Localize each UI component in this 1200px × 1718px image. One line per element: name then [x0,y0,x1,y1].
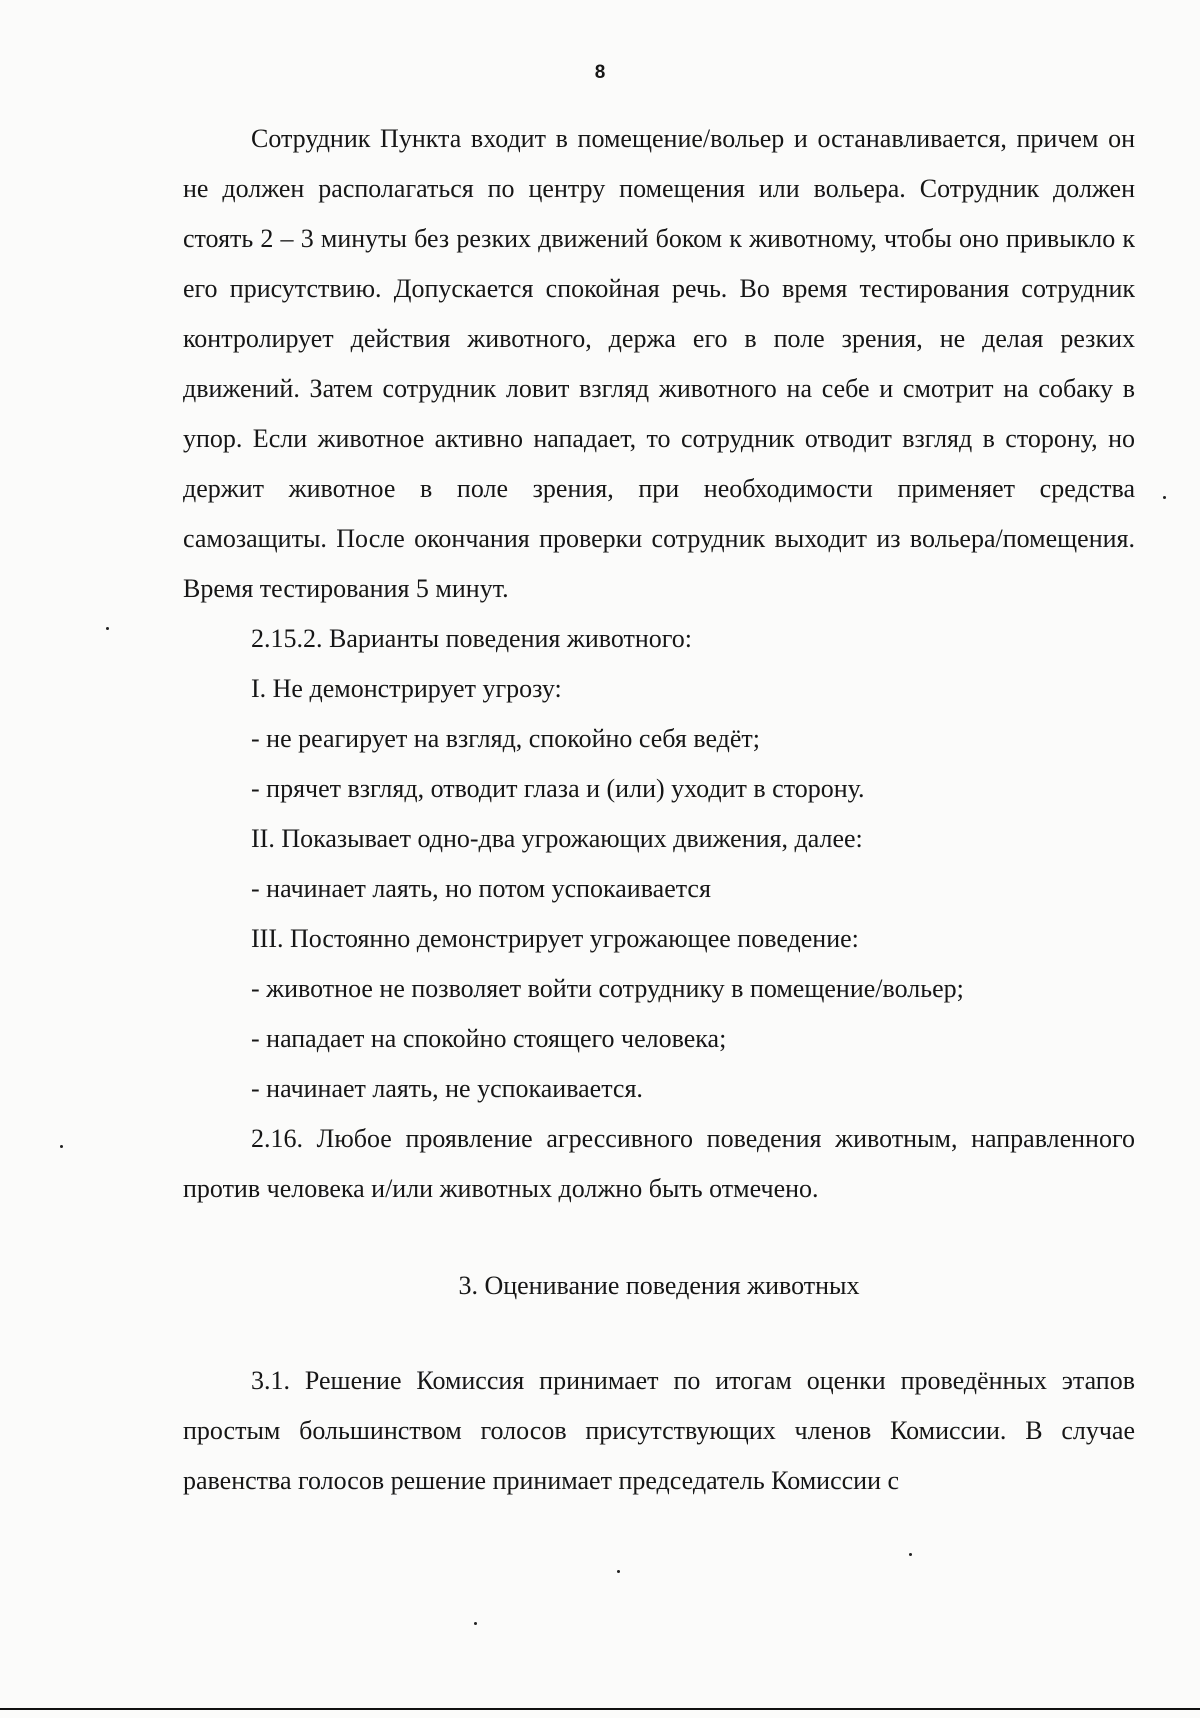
page-number: 8 [594,62,606,83]
paragraph-testing-procedure: Сотрудник Пункта входит в помещение/вольер и останавливается, причем он не должен располагаться по центру помещения или вольера. Сотрудник должен стоять 2 – 3 минуты без резких движений боком к животному, чтобы оно привыкло к его присутствию. Допускается спокойная речь. Во время тестирования сотрудник контролирует действия животного, держа его в поле зрения, не делая резких движений. Затем сотрудник ловит взгляд животного на себе и смотрит на собаку в упор. Если животное активно нападает, то сотрудник отводит взгляд в сторону, но держит животное в поле зрения, при необходимости применяет средства самозащиты. После окончания проверки сотрудник выходит из вольера/помещения. Время тестирования 5 минут. [183,124,1135,603]
scan-speck [106,627,109,630]
scan-speck [1163,496,1166,499]
document-body [183,114,1135,1506]
scan-speck [617,1570,620,1573]
behavior-item: - начинает лаять, не успокаивается. [251,1074,643,1103]
scan-speck [474,1622,477,1625]
behavior-item: - животное не позволяет войти сотруднику в помещение/вольер; [251,974,964,1003]
behavior-level-3: III. Постоянно демонстрирует угрожающее поведение: [251,924,859,953]
scan-speck [60,1145,63,1148]
behavior-variants-heading: 2.15.2. Варианты поведения животного: [251,624,693,653]
scan-speck [909,1553,912,1556]
behavior-item: - начинает лаять, но потом успокаивается [251,874,711,903]
scan-edge-line [0,1708,1200,1710]
paragraph-2-16: 2.16. Любое проявление агрессивного поведения животным, направленного против человека и/или животных должно быть отмечено. [183,1124,1135,1203]
section-heading: 3. Оценивание поведения животных [458,1271,860,1300]
behavior-item: - не реагирует на взгляд, спокойно себя ведёт; [251,724,761,753]
behavior-level-2: II. Показывает одно-два угрожающих движения, далее: [251,824,863,853]
behavior-level-1: I. Не демонстрирует угрозу: [251,674,562,703]
behavior-item: - нападает на спокойно стоящего человека; [251,1024,727,1053]
behavior-item: - прячет взгляд, отводит глаза и (или) уходит в сторону. [251,774,865,803]
paragraph-3-1: 3.1. Решение Комиссия принимает по итогам оценки проведённых этапов простым большинством голосов присутствующих членов Комиссии. В случае равенства голосов решение принимает председатель Комиссии с [183,1366,1135,1495]
